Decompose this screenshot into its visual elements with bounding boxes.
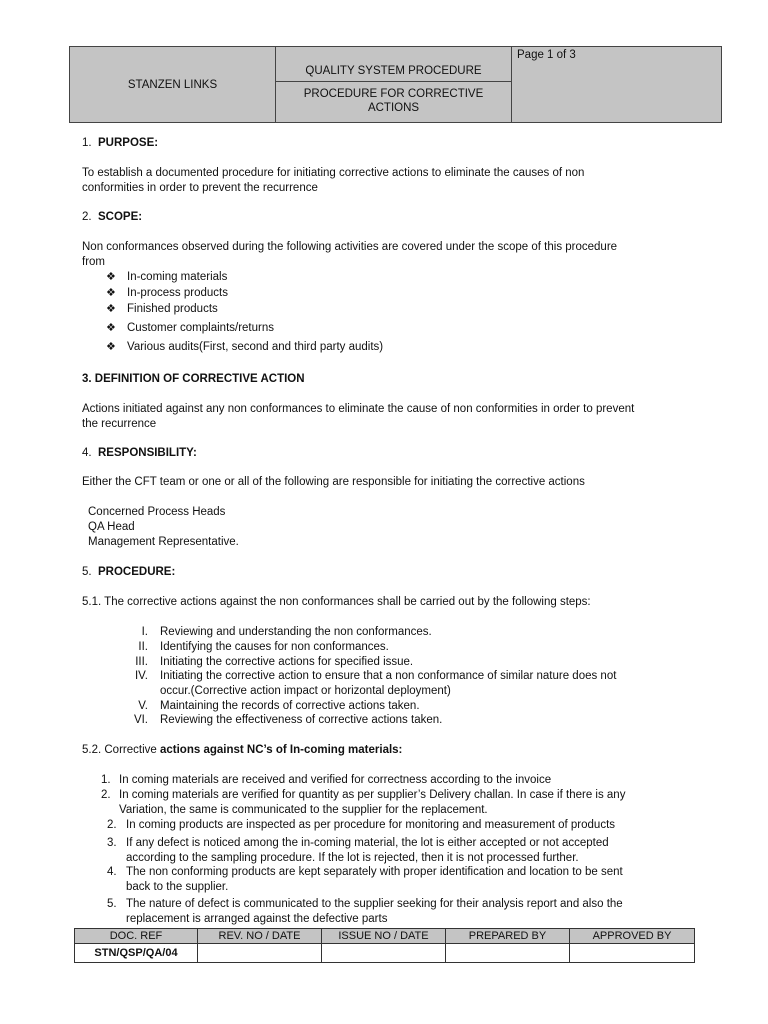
item-text: The nature of defect is communicated to the supplier seeking for their analysis report and also the (126, 898, 623, 910)
purpose-text-line2: conformities in order to prevent the recurrence (82, 182, 318, 194)
item-text: In coming products are inspected as per procedure for monitoring and measurement of products (126, 819, 616, 831)
page-number: Page 1 of 3 (517, 49, 576, 61)
item-text-continued: replacement is arranged against the defective parts (126, 913, 388, 925)
responsibility-heading: RESPONSIBILITY: (98, 447, 197, 459)
doc-type: QUALITY SYSTEM PROCEDURE (305, 65, 482, 77)
scope-text-line2: from (82, 256, 105, 268)
responsibility-role: QA Head (88, 521, 135, 533)
step-number: IV. (134, 670, 148, 682)
item-number: 4. (107, 866, 117, 878)
item-text-continued: back to the supplier. (126, 881, 229, 893)
step-text-continued: occur.(Corrective action impact or horizontal deployment) (160, 685, 451, 697)
scope-number: 2. (82, 211, 92, 223)
document-footer-table (74, 928, 695, 963)
procedure-5-2-prefix: 5.2. Corrective (82, 744, 160, 756)
responsibility-number: 4. (82, 447, 92, 459)
footer-header-prepared: PREPARED BY (468, 930, 547, 942)
scope-item: Various audits(First, second and third party audits) (127, 341, 384, 353)
item-text: If any defect is noticed among the in-coming material, the lot is either accepted or not accepted (126, 837, 609, 849)
footer-header-approved: APPROVED BY (592, 930, 672, 942)
footer-header-issue: ISSUE NO / DATE (338, 930, 429, 942)
step-number: III. (135, 656, 148, 668)
item-number: 2. (101, 789, 111, 801)
step-text: Identifying the causes for non conformances. (160, 641, 389, 653)
procedure-5-2 (82, 743, 402, 757)
footer-header-rev: REV. NO / DATE (218, 930, 301, 942)
purpose-heading: PURPOSE: (98, 137, 159, 149)
step-text: Maintaining the records of corrective actions taken. (160, 700, 420, 712)
item-number: 3. (107, 837, 117, 849)
step-number: VI. (133, 714, 148, 726)
procedure-number: 5. (82, 566, 92, 578)
scope-item: Finished products (127, 303, 218, 315)
item-text: The non conforming products are kept separately with proper identification and location to be sent (126, 866, 623, 878)
responsibility-intro: Either the CFT team or one or all of the following are responsible for initiating the corrective actions (82, 476, 585, 488)
item-number: 2. (107, 819, 117, 831)
responsibility-role: Management Representative. (88, 536, 239, 548)
scope-text-line1: Non conformances observed during the following activities are covered under the scope of this procedure (82, 241, 618, 253)
footer-doc-ref-value: STN/QSP/QA/04 (94, 947, 178, 959)
item-number: 1. (101, 774, 111, 786)
definition-text-line1: Actions initiated against any non conformances to eliminate the cause of non conformities in order to prevent (82, 403, 635, 415)
footer-approved-value (570, 944, 694, 962)
step-text: Initiating the corrective actions for specified issue. (160, 656, 414, 668)
definition-text-line2: the recurrence (82, 418, 157, 430)
scope-item: In-process products (127, 287, 228, 299)
step-number: I. (141, 626, 148, 638)
bullet-icon: ❖ (106, 303, 116, 315)
purpose-number: 1. (82, 137, 92, 149)
document-header-table (69, 46, 722, 123)
bullet-icon: ❖ (106, 322, 116, 334)
procedure-5-1: 5.1. The corrective actions against the non conformances shall be carried out by the following steps: (82, 596, 591, 608)
footer-issue-value (322, 944, 445, 962)
step-text: Initiating the corrective action to ensure that a non conformance of similar nature does not (160, 670, 617, 682)
company-name: STANZEN LINKS (127, 78, 218, 91)
scope-item: In-coming materials (127, 271, 228, 283)
footer-prepared-value (446, 944, 569, 962)
definition-heading: 3. DEFINITION OF CORRECTIVE ACTION (82, 373, 305, 385)
bullet-icon: ❖ (106, 287, 116, 299)
procedure-title (276, 83, 511, 119)
footer-header-doc-ref: DOC. REF (109, 930, 163, 942)
item-text-continued: Variation, the same is communicated to the supplier for the replacement. (119, 804, 488, 816)
step-number: II. (138, 641, 148, 653)
item-text-continued: according to the sampling procedure. If the lot is rejected, then it is not processed further. (126, 852, 579, 864)
procedure-heading: PROCEDURE: (98, 566, 176, 578)
scope-item: Customer complaints/returns (127, 322, 274, 334)
scope-heading: SCOPE: (98, 211, 143, 223)
item-number: 5. (107, 898, 117, 910)
responsibility-role: Concerned Process Heads (88, 506, 226, 518)
procedure-5-2-heading: actions against NC’s of In-coming materials: (159, 744, 403, 756)
procedure-title-line1: PROCEDURE FOR CORRECTIVE (303, 88, 484, 100)
step-text: Reviewing the effectiveness of corrective actions taken. (160, 714, 443, 726)
procedure-title-line2: ACTIONS (367, 102, 420, 114)
bullet-icon: ❖ (106, 271, 116, 283)
footer-rev-value (198, 944, 321, 962)
purpose-text-line1: To establish a documented procedure for initiating corrective actions to eliminate the causes of non (82, 167, 585, 179)
step-text: Reviewing and understanding the non conformances. (160, 626, 432, 638)
step-number: V. (138, 700, 148, 712)
item-text: In coming materials are received and verified for correctness according to the invoice (119, 774, 552, 786)
bullet-icon: ❖ (106, 341, 116, 353)
item-text: In coming materials are verified for quantity as per supplier’s Delivery challan. In case if there is any (119, 789, 626, 801)
